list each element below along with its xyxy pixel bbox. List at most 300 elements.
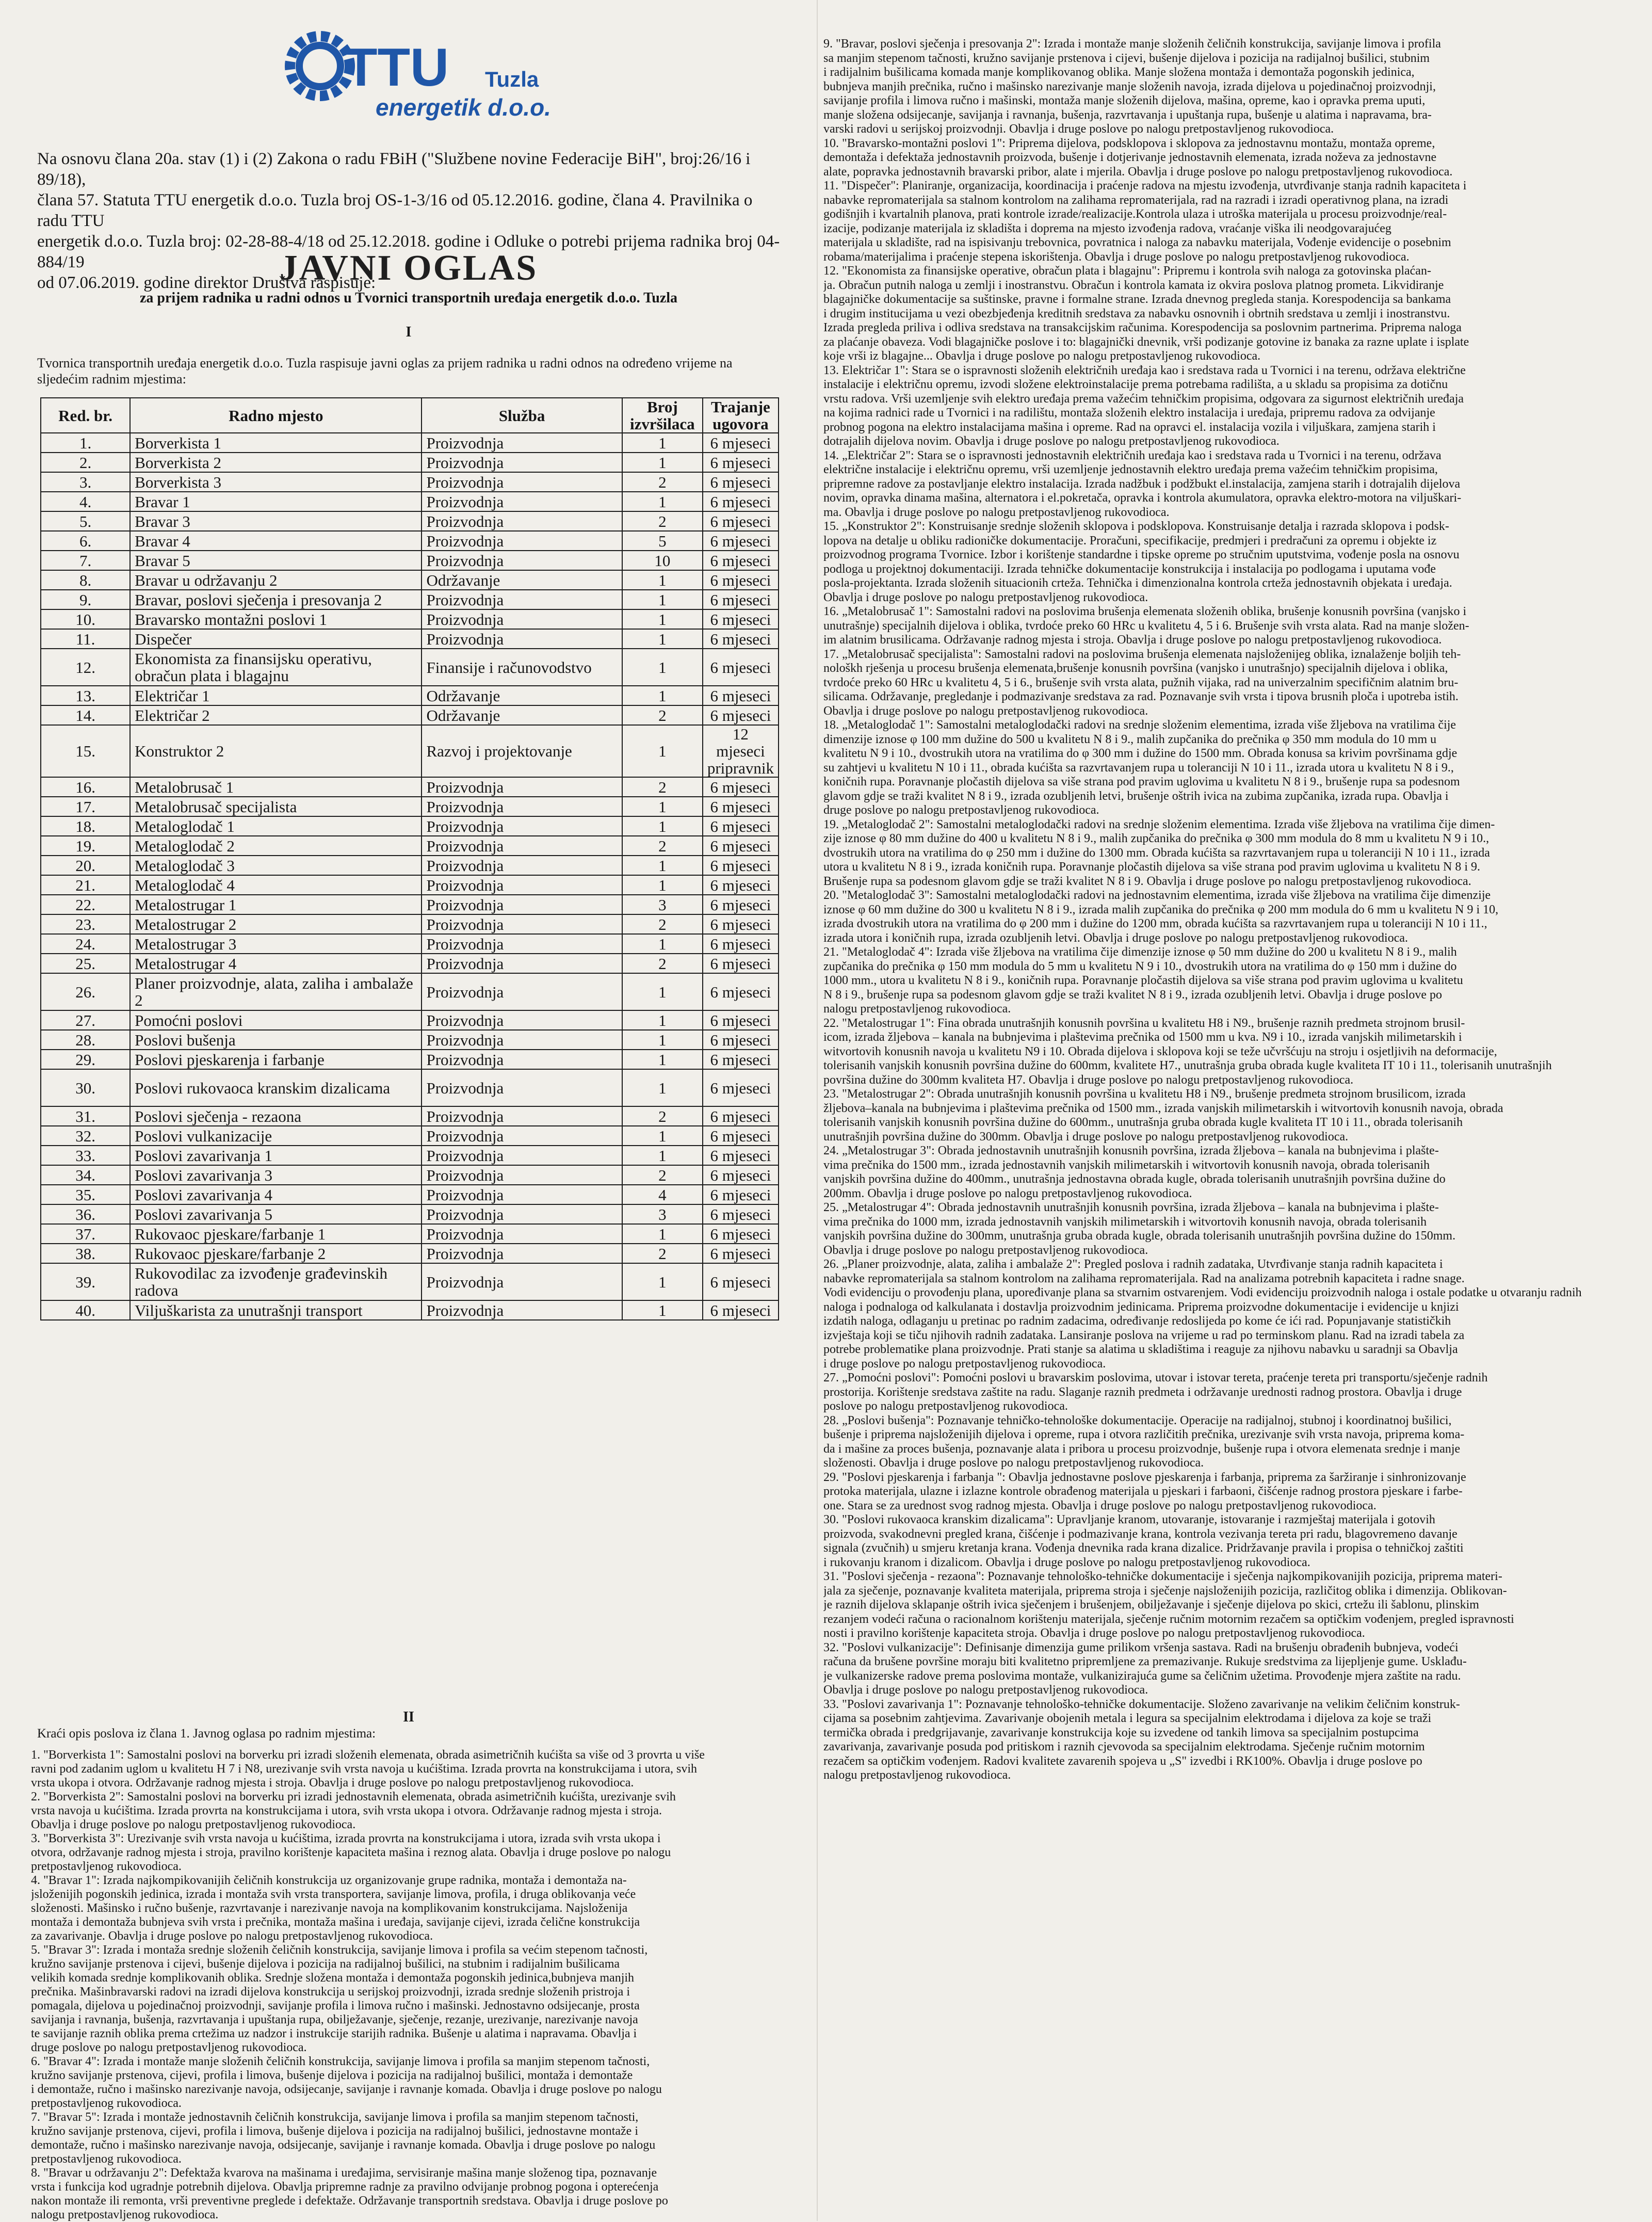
description-line: 24. „Metalostrugar 3": Obrada jednostavnih unutrašnjih konusnih površina, izrada žljebova – kanala na bubnjevima i plašte- bbox=[823, 1144, 1439, 1157]
cell-headcount: 2 bbox=[622, 1244, 703, 1263]
description-line: 5. "Bravar 3": Izrada i montaža srednje složenih čeličnih konstrukcija, savijanje limova i profila sa većim stepenom tačnosti, bbox=[31, 1943, 648, 1957]
cell-duration: 6 mjeseci bbox=[703, 797, 779, 816]
cell-duration: 6 mjeseci bbox=[703, 686, 779, 705]
table-row bbox=[41, 836, 779, 856]
cell-serial: 18. bbox=[41, 816, 130, 836]
cell-position: Rukovaoc pjeskare/farbanje 1 bbox=[130, 1224, 422, 1244]
table-row bbox=[41, 1126, 779, 1146]
cell-serial: 27. bbox=[41, 1010, 130, 1030]
description-line: one. Stara se za urednost svog radnog mjesta. Obavlja i druge poslove po nalogu pretpostavljenog rukovodioca. bbox=[823, 1499, 1376, 1512]
description-line: 18. „Metaloglodač 1": Samostalni metaloglodački radovi na srednje složenim elementima, izrada više žljebova na vratilima čije bbox=[823, 718, 1456, 732]
cell-department: Održavanje bbox=[422, 570, 622, 590]
cell-position: Viljuškarista za unutrašnji transport bbox=[130, 1300, 422, 1320]
cell-headcount: 5 bbox=[622, 531, 703, 551]
cell-headcount: 1 bbox=[622, 816, 703, 836]
table-row bbox=[41, 531, 779, 551]
cell-duration: 6 mjeseci bbox=[703, 705, 779, 725]
description-line: za zavarivanje. Obavlja i druge poslove po nalogu pretpostavljenog rukovodioca. bbox=[31, 1929, 433, 1943]
table-row bbox=[41, 1185, 779, 1204]
cell-department: Proizvodnja bbox=[422, 1244, 622, 1263]
table-row bbox=[41, 797, 779, 816]
description-line: koje vrši iz blagajne... Obavlja i druge poslove po nalogu pretpostavljenog rukovodioca. bbox=[823, 349, 1261, 363]
description-line: pretpostavljenog rukovodioca. bbox=[31, 2152, 182, 2166]
description-line: jsloženijih pogonskih jedinica, izrada i montaža svih vrsta transportera, savijanje limova, profila, i druga oblikovanja veće bbox=[31, 1888, 636, 1901]
description-line: kružno savijanje prstenova, cijevi, profila i limova, bušenje dijelova i pozicija na radijalnoj bušilici, montaža i demontaže bbox=[31, 2069, 633, 2082]
cell-headcount: 1 bbox=[622, 1263, 703, 1300]
cell-position: Rukovaoc pjeskare/farbanje 2 bbox=[130, 1244, 422, 1263]
table-row bbox=[41, 725, 779, 777]
description-line: 26. „Planer proizvodnje, alata, zaliha i ambalaže 2": Pregled poslova i radnih zadataka, Utvrđivanje stanja radnih kapaciteta i bbox=[823, 1258, 1443, 1271]
cell-position: Bravar 1 bbox=[130, 492, 422, 511]
cell-serial: 10. bbox=[41, 609, 130, 629]
description-line: izdatih naloga, odlaganju u pretinac po radnim zadacima, određivanje redoslijeda po kome će ići rad. Popunjavanje statističkih bbox=[823, 1314, 1451, 1328]
cell-position: Borverkista 2 bbox=[130, 453, 422, 472]
description-line: bubnjeva manjih prečnika, ručno i mašinsko narezivanje manje složenih navoja, izrada dijelova u pojedinačnoj proizvodnji, bbox=[823, 79, 1436, 93]
table-intro bbox=[37, 355, 780, 387]
cell-duration: 6 mjeseci bbox=[703, 1204, 779, 1224]
cell-department: Proizvodnja bbox=[422, 816, 622, 836]
cell-headcount: 2 bbox=[622, 777, 703, 797]
cell-department: Proizvodnja bbox=[422, 777, 622, 797]
cell-serial: 23. bbox=[41, 914, 130, 934]
cell-duration: 6 mjeseci bbox=[703, 1244, 779, 1263]
description-line: 31. "Poslovi sječenja - rezaona": Poznavanje tehnološko-tehničke dokumentacije i sječenja najkompikovanijih pozicija, priprema materi- bbox=[823, 1570, 1502, 1583]
description-line: Obavlja i druge poslove po nalogu pretpostavljenog rukovodioca. bbox=[823, 1243, 1148, 1257]
cell-department: Proizvodnja bbox=[422, 973, 622, 1010]
cell-duration: 6 mjeseci bbox=[703, 1300, 779, 1320]
cell-department: Proizvodnja bbox=[422, 856, 622, 875]
description-line: novim, opravka dinama mašina, alternatora i el.pokretača, opravka i kontrola akumulatora, opravka elektro-motora na viljuškari- bbox=[823, 491, 1462, 505]
cell-headcount: 1 bbox=[622, 1146, 703, 1165]
cell-headcount: 1 bbox=[622, 1050, 703, 1069]
description-line: Obavlja i druge poslove po nalogu pretpostavljenog rukovodioca. bbox=[823, 704, 1148, 718]
cell-department: Proizvodnja bbox=[422, 1106, 622, 1126]
description-line: savijanje profila i limova ručno i mašinski, montaža manje složenih dijelova, mašina, opreme, kao i opravka prema uputi, bbox=[823, 94, 1426, 107]
cell-headcount: 1 bbox=[622, 1069, 703, 1106]
description-line: 25. „Metalostrugar 4": Obrada jednostavnih unutrašnjih konusnih površina, izrada žljebova – kanala na bubnjevima i plašte- bbox=[823, 1201, 1439, 1214]
cell-headcount: 1 bbox=[622, 725, 703, 777]
description-line: i druge poslove po nalogu pretpostavljenog rukovodioca. bbox=[823, 1357, 1106, 1371]
description-line: unutrašnjih površina dužine do 300mm. Obavlja i druge poslove po nalogu pretpostavljenog rukovodioca. bbox=[823, 1130, 1349, 1144]
cell-serial: 33. bbox=[41, 1146, 130, 1165]
cell-headcount: 2 bbox=[622, 1165, 703, 1185]
cell-headcount: 2 bbox=[622, 836, 703, 856]
description-line: zije iznose φ 80 mm dužine do 400 u kvalitetu N 8 i 9., malih zupčanika do prečnika φ 300 mm modula do 8 mm u kvalitetu N 9 i 10., bbox=[823, 832, 1489, 845]
table-row bbox=[41, 816, 779, 836]
cell-department: Proizvodnja bbox=[422, 453, 622, 472]
description-line: nalogu pretpostavljenog rukovodioca. bbox=[31, 2208, 219, 2221]
description-line: rezačem sa optičkim vođenjem. Radovi kvalitete zavarenih spojeva u „S" izvedbi i RK100%. Obavlja i druge poslove po bbox=[823, 1754, 1422, 1768]
cell-duration: 6 mjeseci bbox=[703, 551, 779, 570]
cell-headcount: 4 bbox=[622, 1185, 703, 1204]
description-line: vrsta navoja u kućištima. Izrada provrta na konstrukcijama i utora, svih vrsta ukopa i otvora. Održavanje radnog mjesta i stroja. bbox=[31, 1804, 662, 1817]
cell-headcount: 1 bbox=[622, 570, 703, 590]
description-line: 17. „Metalobrusač specijalista": Samostalni radovi na poslovima brušenja elemenata najsloženijeg oblika, iznalaženje boljih teh- bbox=[823, 647, 1461, 661]
cell-serial: 38. bbox=[41, 1244, 130, 1263]
cell-headcount: 1 bbox=[622, 609, 703, 629]
description-line: 23. "Metalostrugar 2": Obrada unutrašnjih konusnih površina u kvalitetu H8 i N9., brušenje predmeta strojnom brusilicom, izrada bbox=[823, 1087, 1466, 1101]
cell-position: Bravar 3 bbox=[130, 511, 422, 531]
description-line: vima prečnika do 1500 mm., izrada jednostavnih vanjskih milimetarskih i witvortovih konusnih navoja, obrada tolerisanih bbox=[823, 1158, 1430, 1172]
description-line: lopova na detalje u obliku radioničke dokumentacije. Proračuni, specifikacije, predmjeri i predračuni za opremu i objekte iz bbox=[823, 534, 1437, 548]
description-line: podloga u projektnoj dokumentaciji. Izrada tehničke dokumentacije konstrukcija i instalacija po podlogama i uputama vođe bbox=[823, 562, 1436, 576]
description-line: 6. "Bravar 4": Izrada i montaže manje složenih čeličnih konstrukcija, savijanje limova i profila sa manjim stepenom tačnosti, bbox=[31, 2055, 650, 2068]
table-row bbox=[41, 705, 779, 725]
cell-duration: 6 mjeseci bbox=[703, 777, 779, 797]
description-line: Vodi evidenciju o provođenju plana, upoređivanje plana sa stvarnim ostvarenjem. Vodi evidenciju proizvodnih naloga i ostale podatke u otvaranju radnih bbox=[823, 1286, 1582, 1299]
cell-duration: 6 mjeseci bbox=[703, 895, 779, 914]
description-line: Obavlja i druge poslove po nalogu pretpostavljenog rukovodioca. bbox=[823, 1683, 1148, 1697]
cell-serial: 11. bbox=[41, 629, 130, 649]
description-line: materijala u skladište, rad na ispisivanju trebovnica, povratnica i naloga za nabavku materijala, Vođenje evidencije o posebnim bbox=[823, 236, 1451, 249]
cell-position: Borverkista 1 bbox=[130, 433, 422, 453]
cell-department: Proizvodnja bbox=[422, 1069, 622, 1106]
description-line: 1. "Borverkista 1": Samostalni poslovi na borverku pri izradi složenih elemenata, obrada asimetričnih kućišta sa više od 3 provrta u više bbox=[31, 1748, 705, 1762]
description-line: vrsta ukopa i otvora. Održavanje radnog mjesta i stroja. Obavlja i druge poslove po nalogu pretpostavljenog rukovodioca. bbox=[31, 1776, 634, 1790]
cell-department: Proizvodnja bbox=[422, 590, 622, 609]
description-line: blagajničke dokumentacije sa suštinske, pravne i formalne strane. Izrada dnevnog pregleda stanja. Korespodencija sa bankama bbox=[823, 293, 1451, 306]
page-fold bbox=[817, 0, 818, 2221]
ad-headline: JAVNI OGLAS bbox=[279, 248, 538, 288]
description-line: proizvodnog programa Tvornice. Izbor i korištenje standardne i tipske opreme po stručnim uputstvima, vođenje posla na osnovu bbox=[823, 548, 1460, 561]
description-line: pomagala, dijelova u pojedinačnoj proizvodnji, savijanje profila i limova ručno i mašinski. Jednostavno odsijecanje, prosta bbox=[31, 1999, 640, 2012]
cell-department: Proizvodnja bbox=[422, 433, 622, 453]
description-line: bušenje i priprema najsloženijih dijelova i opreme, rupa i otvora različitih prečnika, urezivanje svih vrsta navoja, priprema koma- bbox=[823, 1428, 1465, 1441]
cell-serial: 25. bbox=[41, 954, 130, 973]
description-line: 4. "Bravar 1": Izrada najkompikovanijih čeličnih konstrukcija uz organizovanje grupe radnika, montaža i demontaža na- bbox=[31, 1874, 627, 1887]
cell-position: Metalostrugar 2 bbox=[130, 914, 422, 934]
cell-serial: 15. bbox=[41, 725, 130, 777]
cell-headcount: 1 bbox=[622, 973, 703, 1010]
cell-duration: 6 mjeseci bbox=[703, 973, 779, 1010]
description-line: 21. "Metaloglodač 4": Izrada više žljebova na vratilima čije dimenzije iznose φ 50 mm dužine do 200 u kvalitetu N 8 i 9., malih bbox=[823, 945, 1457, 959]
cell-duration: 6 mjeseci bbox=[703, 1165, 779, 1185]
header-duration: Trajanje ugovora bbox=[703, 398, 779, 433]
table-row bbox=[41, 570, 779, 590]
description-line: 14. „Električar 2": Stara se o ispravnosti jednostavnih električnih uređaja kao i sredstava rada u Tvornici i na terenu, održava bbox=[823, 448, 1442, 462]
cell-department: Proizvodnja bbox=[422, 1300, 622, 1320]
description-line: 30. "Poslovi rukovaoca kranskim dizalicama": Upravljanje kranom, utovaranje, istovaranje i razmještaj materijala i gotovih bbox=[823, 1513, 1435, 1526]
cell-duration: 6 mjeseci bbox=[703, 1030, 779, 1050]
cell-serial: 28. bbox=[41, 1030, 130, 1050]
cell-duration: 6 mjeseci bbox=[703, 511, 779, 531]
gear-icon bbox=[290, 36, 350, 96]
cell-department: Proizvodnja bbox=[422, 609, 622, 629]
description-line: vrsta i funkcija kod ugradnje potrebnih dijelova. Obavlja pripremne radnje za pravilno odvijanje probnog pogona i opterećenja bbox=[31, 2180, 659, 2194]
description-line: na kojima radnici rade u Tvornici i na radilištu, montaža složenih elektro instalacija i uređaja, pripremu radova za odvijanje bbox=[823, 406, 1435, 420]
description-line: ma. Obavlja i druge poslove po nalogu pretpostavljenog rukovodioca. bbox=[823, 505, 1170, 519]
cell-serial: 8. bbox=[41, 570, 130, 590]
description-line: 11. "Dispečer": Planiranje, organizacija, koordinacija i praćenje radova na mjestu izvođenja, utvrđivanje stanja radnih kapaciteta i bbox=[823, 179, 1467, 192]
description-line: dotrajalih dijelova novim. Obavlja i druge poslove po nalogu pretpostavljenog rukovodioca. bbox=[823, 434, 1280, 448]
intro-line: člana 57. Statuta TTU energetik d.o.o. Tuzla broj OS-1-3/16 od 05.12.2016. godine, člana 4. Pravilnika o radu TTU bbox=[37, 191, 753, 230]
cell-headcount: 1 bbox=[622, 649, 703, 686]
cell-department: Proizvodnja bbox=[422, 1224, 622, 1244]
cell-duration: 6 mjeseci bbox=[703, 433, 779, 453]
header-serial: Red. br. bbox=[41, 398, 130, 433]
cell-serial: 31. bbox=[41, 1106, 130, 1126]
description-line: 13. Električar 1": Stara se o ispravnosti složenih električnih uređaja kao i sredstava rada u Tvornici i na terenu, održava električne bbox=[823, 363, 1466, 377]
cell-serial: 32. bbox=[41, 1126, 130, 1146]
description-line: 15. „Konstruktor 2": Konstruisanje srednje složenih sklopova i podsklopova. Konstruisanje detalja i razrada sklopova i podsk- bbox=[823, 520, 1449, 533]
description-line: instalacije i električnu opremu, izvodi složene elektroinstalacije prema potrebama radilišta, a u skladu sa propisima za dotičnu bbox=[823, 378, 1448, 391]
intro-line: Na osnovu člana 20a. stav (1) i (2) Zakona o radu FBiH ("Službene novine Federacije BiH", broj:26/16 i 89/18), bbox=[37, 150, 751, 189]
cell-position: Poslovi zavarivanja 5 bbox=[130, 1204, 422, 1224]
description-line: pretpostavljenog rukovodioca. bbox=[31, 2097, 182, 2110]
cell-position: Konstruktor 2 bbox=[130, 725, 422, 777]
description-line: 7. "Bravar 5": Izrada i montaže jednostavnih čeličnih konstrukcija, savijanje limova i profila sa manjim stepenom tačnosti, bbox=[31, 2111, 639, 2124]
header-department: Služba bbox=[422, 398, 622, 433]
description-line: 28. „Poslovi bušenja": Poznavanje tehničko-tehnološke dokumentacije. Operacije na radijalnoj, stubnoj i koordinatnoj bušilici, bbox=[823, 1413, 1452, 1427]
cell-duration: 6 mjeseci bbox=[703, 609, 779, 629]
cell-headcount: 1 bbox=[622, 797, 703, 816]
cell-duration: 6 mjeseci bbox=[703, 914, 779, 934]
cell-position: Poslovi zavarivanja 1 bbox=[130, 1146, 422, 1165]
cell-duration: 6 mjeseci bbox=[703, 836, 779, 856]
cell-department: Proizvodnja bbox=[422, 551, 622, 570]
job-descriptions-left bbox=[31, 1748, 784, 2222]
description-line: Obavlja i druge poslove po nalogu pretpostavljenog rukovodioca. bbox=[31, 1818, 356, 1831]
cell-department: Proizvodnja bbox=[422, 1050, 622, 1069]
description-line: za plaćanje obaveza. Vodi blagajničke poslove i to: blagajnički dnevnik, vrši podizanje gotovine iz banaka za razne uplate i isplate bbox=[823, 335, 1469, 349]
description-line: ja. Obračun putnih naloga u zemlji i inostranstvu. Obračun i kontrola kamata iz okvira poslova platnog prometa. Likvidiranje bbox=[823, 278, 1444, 292]
description-line: nološkh rješenja u procesu brušenja elemenata,brušenje konusnih površina (vanjsko i unutrašnjo) specijalnih dijelova i oblika, bbox=[823, 662, 1448, 675]
cell-headcount: 1 bbox=[622, 492, 703, 511]
cell-department: Proizvodnja bbox=[422, 511, 622, 531]
description-line: 32. "Poslovi vulkanizacije": Definisanje dimenzija gume prilikom vršenja sastava. Radi na brušenju obrađenih bubnjeva, vodeći bbox=[823, 1640, 1459, 1654]
description-line: tvrdoće preko 60 HRc u kvalitetu 4, 5 i 6., brušenje svih vrsta alata, pužnih vijaka, rad na univerzalnim specifičnim alatnim bru- bbox=[823, 675, 1459, 689]
description-line: 3. "Borverkista 3": Urezivanje svih vrsta navoja u kućištima, izrada provrta na konstrukcijama i utora, izrada svih vrsta ukopa i bbox=[31, 1832, 661, 1845]
description-line: te savijanje raznih oblika prema crtežima uz nadzor i instrukcije starijih radnika. Bušenje u alatima i napravama. Obavlja i bbox=[31, 2027, 637, 2040]
description-line: im alatnim brusilicama. Održavanje radnog mjesta i stroja. Obavlja i druge poslove po nalogu pretpostavljenog rukovodioca. bbox=[823, 633, 1442, 647]
cell-headcount: 1 bbox=[622, 1010, 703, 1030]
cell-headcount: 2 bbox=[622, 954, 703, 973]
cell-position: Bravar u održavanju 2 bbox=[130, 570, 422, 590]
cell-position: Metalobrusač specijalista bbox=[130, 797, 422, 816]
description-line: Obavlja i druge poslove po nalogu pretpostavljenog rukovodioca. bbox=[823, 590, 1148, 604]
description-line: glavom gdje se traži kvalitet N 8 i 9., izrada ozubljenih letvi, brušenje oštrih ivica na zubima zupčanika, izrada rupa. Obavlja i bbox=[823, 789, 1449, 803]
description-line: velikih komada srednje komplikovanih oblika. Srednje složena montaža i demontaža pogonskih jedinica,bubnjeva manjih bbox=[31, 1971, 635, 1985]
description-line: varski radovi u serijskoj proizvodnji. Obavlja i druge poslove po nalogu pretpostavljenog rukovodioca. bbox=[823, 122, 1334, 136]
description-line: 22. "Metalostrugar 1": Fina obrada unutrašnjih konusnih površina u kvalitetu H8 i N9., brušenje raznih predmeta strojnom brusil- bbox=[823, 1016, 1465, 1030]
description-line: žljebova–kanala na bubnjevima i plaštevima prečnika od 1500 mm., izrada vanjskih milimetarskih i witvortovih konusnih navoja, obrada bbox=[823, 1101, 1503, 1115]
description-line: 8. "Bravar u održavanju 2": Defektaža kvarova na mašinama i uređajima, servisiranje mašina manje složenog tipa, poznavanje bbox=[31, 2166, 657, 2180]
description-line: 10. "Bravarsko-montažni poslovi 1": Priprema dijelova, podsklopova i sklopova za jednostavnu montažu, montaža opreme, bbox=[823, 136, 1435, 150]
table-row bbox=[41, 1010, 779, 1030]
cell-duration: 6 mjeseci bbox=[703, 1185, 779, 1204]
cell-department: Proizvodnja bbox=[422, 797, 622, 816]
cell-position: Bravar 4 bbox=[130, 531, 422, 551]
cell-position: Bravar 5 bbox=[130, 551, 422, 570]
cell-serial: 24. bbox=[41, 934, 130, 954]
description-line: prečnika. Mašinbravarski radovi na izradi dijelova konstrukcija u serijskoj proizvodnji, izrada srednje složenih pristroja i bbox=[31, 1985, 630, 1999]
cell-department: Proizvodnja bbox=[422, 1010, 622, 1030]
description-line: sa manjim stepenom tačnosti, kružno savijanje prstenova i cijevi, bušenje dijelova i pozicija na radijalnoj bušilici, stubnim bbox=[823, 51, 1430, 65]
table-row bbox=[41, 1165, 779, 1185]
table-row bbox=[41, 492, 779, 511]
cell-department: Razvoj i projektovanje bbox=[422, 725, 622, 777]
table-body bbox=[41, 433, 779, 1320]
description-line: kvalitetu N 9 i 10., dvostrukih utora na vratilima do φ 300 mm i dužine do 1500 mm. Obrada konusa sa krivim površinama gdje bbox=[823, 747, 1457, 760]
ttu-energetik-logo bbox=[283, 24, 561, 127]
cell-serial: 16. bbox=[41, 777, 130, 797]
description-line: i demontaže, ručno i mašinsko narezivanje navoja, odsijecanje, savijanje i ravnanje komada. Obavlja i druge poslove po nalogu bbox=[31, 2083, 662, 2096]
description-line: druge poslove po nalogu pretpostavljenog rukovodioca. bbox=[823, 803, 1099, 817]
cell-position: Borverkista 3 bbox=[130, 472, 422, 492]
cell-department: Proizvodnja bbox=[422, 1126, 622, 1146]
description-line: izacije, podizanje materijala iz skladišta i doprema na mjesto izvođenja radova, vraćanje viška ili neodgovarajućeg bbox=[823, 221, 1391, 235]
cell-serial: 2. bbox=[41, 453, 130, 472]
table-row bbox=[41, 649, 779, 686]
cell-position: Električar 1 bbox=[130, 686, 422, 705]
description-line: Izrada pregleda priliva i odliva sredstava na transakcijskim računima. Korespodencija sa poslovnim partnerima. Priprema naloga bbox=[823, 321, 1462, 334]
cell-headcount: 10 bbox=[622, 551, 703, 570]
table-intro-line: sljedećim radnim mjestima: bbox=[37, 372, 186, 387]
cell-department: Proizvodnja bbox=[422, 954, 622, 973]
cell-position: Poslovi pjeskarenja i farbanje bbox=[130, 1050, 422, 1069]
table-row bbox=[41, 895, 779, 914]
description-line: dimenzije iznose φ 100 mm dužine do 500 u kvalitetu N 8 i 9., malih zupčanika do prečnika φ 350 mm modula do 10 mm u bbox=[823, 732, 1437, 746]
cell-headcount: 1 bbox=[622, 590, 703, 609]
table-row bbox=[41, 686, 779, 705]
descriptions-intro: Kraći opis poslova iz člana 1. Javnog oglasa po radnim mjestima: bbox=[37, 1727, 376, 1741]
logo-subtitle: energetik d.o.o. bbox=[376, 94, 551, 121]
table-row bbox=[41, 590, 779, 609]
cell-duration: 6 mjeseci bbox=[703, 875, 779, 895]
section-number-one: I bbox=[406, 324, 412, 340]
cell-headcount: 3 bbox=[622, 1204, 703, 1224]
description-line: posla-projektanta. Izrada složenih situacionih crteža. Tehnička i dimenzionalna kontrola crteža jednostavnih objekata i uređaja. bbox=[823, 576, 1452, 590]
description-line: 12. "Ekonomista za finansijske operative, obračun plata i blagajnu": Pripremu i kontrola svih naloga za gotovinska plaćan- bbox=[823, 264, 1431, 278]
positions-table bbox=[40, 397, 779, 1321]
description-line: dvostrukih utora na vratilima do φ 250 mm i dužine do 1300 mm. Obrada kućišta sa razvrtavanjem rupa u toleranciji N 10 i 11., izrada bbox=[823, 846, 1490, 860]
description-line: naloga i podnaloga od kalkulanata i dostavlja proizvodnim jedinicama. Priprema proizvodne dokumentacije i evidencije u knjizi bbox=[823, 1300, 1459, 1314]
cell-serial: 37. bbox=[41, 1224, 130, 1244]
cell-duration: 6 mjeseci bbox=[703, 649, 779, 686]
description-line: jala za sječenje, poznavanje kvaliteta materijala, priprema stroja i sječenje najsloženijih pozicija, različitog oblika i dimenzija. Oblikovan- bbox=[823, 1584, 1507, 1598]
description-line: 29. "Poslovi pjeskarenja i farbanja ": Obavlja jednostavne poslove pjeskarenja i farbanja, priprema za šaržiranje i sinhronizovanje bbox=[823, 1470, 1466, 1484]
description-line: unutrašnje) specijalnih dijelova i oblika, tvrdoće preko 60 HRc u kvalitetu 4, 5 i 6. Brušenje svih vrsta alata. Rad na manje složen- bbox=[823, 619, 1469, 633]
description-line: izvještaja koji se tiču njihovih radnih zadataka. Lansiranje poslova na vrijeme u rad po terminskom planu. Rad na izradi tabela za bbox=[823, 1328, 1465, 1342]
description-line: tolerisanih vanjskih konusnih površina dužine do 600mm., unutrašnja gruba obrada kugle kvaliteta IT 10 i 11., obrada tolerisanih bbox=[823, 1116, 1463, 1129]
description-line: 2. "Borverkista 2": Samostalni poslovi na borverku pri izradi jednostavnih elemenata, obrada asimetričnih kućišta, urezivanje svih bbox=[31, 1790, 676, 1804]
cell-department: Proizvodnja bbox=[422, 895, 622, 914]
description-line: potrebe problematike plana proizvodnje. Prati stanje sa alatima u skladištima i reaguje za njihovu nabavku u saradnji sa Obavlja bbox=[823, 1343, 1458, 1356]
description-line: vanjskih površina dužine do 300mm, unutrašnja gruba obrada kugle, obrada tolerisanih unutrašnjih površina dužine do 150mm. bbox=[823, 1229, 1456, 1243]
job-descriptions-right bbox=[823, 37, 1618, 1783]
cell-position: Poslovi bušenja bbox=[130, 1030, 422, 1050]
description-line: druge poslove po nalogu pretpostavljenog rukovodioca. bbox=[31, 2041, 307, 2054]
description-line: Brušenje rupa sa podesnom glavom gdje se traži kvalitet N 8 i 9. Obavlja i druge poslove po nalogu pretpostavljenog rukovodioca. bbox=[823, 874, 1471, 888]
cell-serial: 3. bbox=[41, 472, 130, 492]
table-row bbox=[41, 551, 779, 570]
description-line: cijama sa posebnim zahtjevima. Zavarivanje obojenih metala i legura sa specijalnim elektrodama i dijelova za koje se traži bbox=[823, 1712, 1432, 1725]
cell-duration: 6 mjeseci bbox=[703, 816, 779, 836]
description-line: robama/materijalima i praćenje stepena iskorištenja. Obavlja i druge poslove po nalogu pretpostavljenog rukovodioca. bbox=[823, 250, 1410, 264]
cell-duration: 6 mjeseci bbox=[703, 1224, 779, 1244]
cell-department: Proizvodnja bbox=[422, 1030, 622, 1050]
cell-serial: 29. bbox=[41, 1050, 130, 1069]
cell-headcount: 1 bbox=[622, 1030, 703, 1050]
cell-department: Proizvodnja bbox=[422, 1146, 622, 1165]
cell-serial: 26. bbox=[41, 973, 130, 1010]
description-line: i drugim institucijama u vezi obezbjeđenja kreditnih sredstava za nabavku osnovnih i obrtnih sredstava u zemlji i inostranstvu. bbox=[823, 307, 1450, 320]
cell-department: Proizvodnja bbox=[422, 836, 622, 856]
description-line: savijanja i ravnanja, bušenja, razvrtavanja i upuštanja rupa, obilježavanje, sječenje, rezanje, urezivanje, narezivanje navoja bbox=[31, 2013, 638, 2026]
cell-headcount: 1 bbox=[622, 1300, 703, 1320]
cell-headcount: 2 bbox=[622, 705, 703, 725]
description-line: računa da brušene površine moraju biti kvalitetno pripremljene za premazivanje. Rukuje sredstvima za lijepljenje gume. Usklađu- bbox=[823, 1655, 1467, 1668]
cell-position: Metalostrugar 4 bbox=[130, 954, 422, 973]
cell-headcount: 3 bbox=[622, 895, 703, 914]
cell-position: Pomoćni poslovi bbox=[130, 1010, 422, 1030]
cell-headcount: 1 bbox=[622, 433, 703, 453]
header-position: Radno mjesto bbox=[130, 398, 422, 433]
description-line: nabavke repromaterijala sa stalnom kontrolom na zalihama repromaterijala. Rad na analizama potrebnih kapaciteta i radne snage. bbox=[823, 1271, 1465, 1285]
cell-serial: 30. bbox=[41, 1069, 130, 1106]
cell-serial: 19. bbox=[41, 836, 130, 856]
cell-department: Proizvodnja bbox=[422, 1165, 622, 1185]
cell-position: Poslovi zavarivanja 3 bbox=[130, 1165, 422, 1185]
cell-duration: 6 mjeseci bbox=[703, 954, 779, 973]
description-line: složenosti. Mašinsko i ručno bušenje, razvrtavanje i narezivanje navoja na komplikovanim konstrukcijama. Najsloženija bbox=[31, 1902, 628, 1915]
cell-position: Ekonomista za finansijsku operativu, obračun plata i blagajnu bbox=[130, 649, 422, 686]
cell-serial: 35. bbox=[41, 1185, 130, 1204]
cell-department: Proizvodnja bbox=[422, 875, 622, 895]
cell-department: Proizvodnja bbox=[422, 934, 622, 954]
cell-position: Metalostrugar 3 bbox=[130, 934, 422, 954]
description-line: nakon montaže ili remonta, vrši preventivne preglede i defektaže. Održavanje transportnih sredstava. Obavlja i druge poslove po bbox=[31, 2194, 668, 2208]
cell-duration: 6 mjeseci bbox=[703, 934, 779, 954]
cell-serial: 1. bbox=[41, 433, 130, 453]
description-line: površina dužine do 300mm kvaliteta H7. Obavlja i druge poslove po nalogu pretpostavljenog rukovodioca. bbox=[823, 1073, 1354, 1087]
cell-serial: 13. bbox=[41, 686, 130, 705]
table-row bbox=[41, 453, 779, 472]
description-line: iznose φ 60 mm dužine do 300 u kvalitetu N 8 i 9., izrada malih zupčanika do prečnika φ 200 mm modula do 6 mm u kvalitetu N 9 i 10, bbox=[823, 903, 1499, 916]
description-line: proizvoda, svakodnevni pregled krana, čišćenje i podmazivanje krana, kontrola vezivanja tereta pri radu, blagovremeno davanje bbox=[823, 1527, 1457, 1541]
cell-serial: 40. bbox=[41, 1300, 130, 1320]
cell-duration: 6 mjeseci bbox=[703, 570, 779, 590]
cell-headcount: 1 bbox=[622, 1224, 703, 1244]
table-row bbox=[41, 1146, 779, 1165]
description-line: vanjskih površina dužine do 400mm., unutrašnja jednostavna obrada kugle, obrada tolerisanih unutrašnjih površina dužine do bbox=[823, 1172, 1446, 1186]
logo-brand: TTU bbox=[345, 38, 449, 98]
cell-position: Poslovi zavarivanja 4 bbox=[130, 1185, 422, 1204]
description-line: rezanjem vodeći računa o racionalnom korištenju materijala, sječenje ručnim motornim rezačem sa optičkim vođenjem, pregled ispravnosti bbox=[823, 1612, 1514, 1626]
cell-headcount: 1 bbox=[622, 875, 703, 895]
cell-department: Održavanje bbox=[422, 686, 622, 705]
description-line: termička obrada i predgrijavanje, zavarivanje konstrukcija koje su izvedene od tankih limova sa specijalnim postupcima bbox=[823, 1726, 1419, 1740]
description-line: probnog pogona na elektro instalacijama mašina i opreme. Rad na opravci el. instalacija vozila i viljuškara, zamjena starih i bbox=[823, 420, 1436, 434]
table-row bbox=[41, 1204, 779, 1224]
table-row bbox=[41, 472, 779, 492]
description-line: manje složena odsijecanje, savijanja i ravnanja, bušenja, razvrtavanja i upuštanja rupa, bušenje u alatima i napravama, bra- bbox=[823, 108, 1432, 122]
intro-line: energetik d.o.o. Tuzla broj: 02-28-88-4/18 od 25.12.2018. godine i Odluke o potrebi prijema radnika broj 04-884/19 bbox=[37, 232, 780, 271]
description-line: godišnjih i kvartalnih planova, prati kontrole izrade/realizacije.Kontrola ulaza i utroška materijala u procesu proizvodnje/real- bbox=[823, 207, 1447, 221]
description-line: 20. "Metaloglodač 3": Samostalni metaloglodački radovi na jednostavnim elementima, izrada više žljebova na vratilima čije dimenzije bbox=[823, 889, 1491, 902]
cell-department: Proizvodnja bbox=[422, 914, 622, 934]
description-line: 16. „Metalobrusač 1": Samostalni radovi na poslovima brušenja elemenata složenih oblika, brušenje konusnih površina (vanjsko i bbox=[823, 605, 1467, 618]
table-row bbox=[41, 875, 779, 895]
description-line: demontaže, ručno i mašinsko narezivanje navoja, odsijecanje, savijanje i ravnanje komada. Obavlja i druge poslove po nalogu bbox=[31, 2138, 656, 2152]
cell-position: Bravarsko montažni poslovi 1 bbox=[130, 609, 422, 629]
cell-serial: 39. bbox=[41, 1263, 130, 1300]
table-row bbox=[41, 856, 779, 875]
table-row bbox=[41, 914, 779, 934]
cell-duration: 6 mjeseci bbox=[703, 1263, 779, 1300]
cell-duration: 6 mjeseci bbox=[703, 1069, 779, 1106]
cell-serial: 17. bbox=[41, 797, 130, 816]
